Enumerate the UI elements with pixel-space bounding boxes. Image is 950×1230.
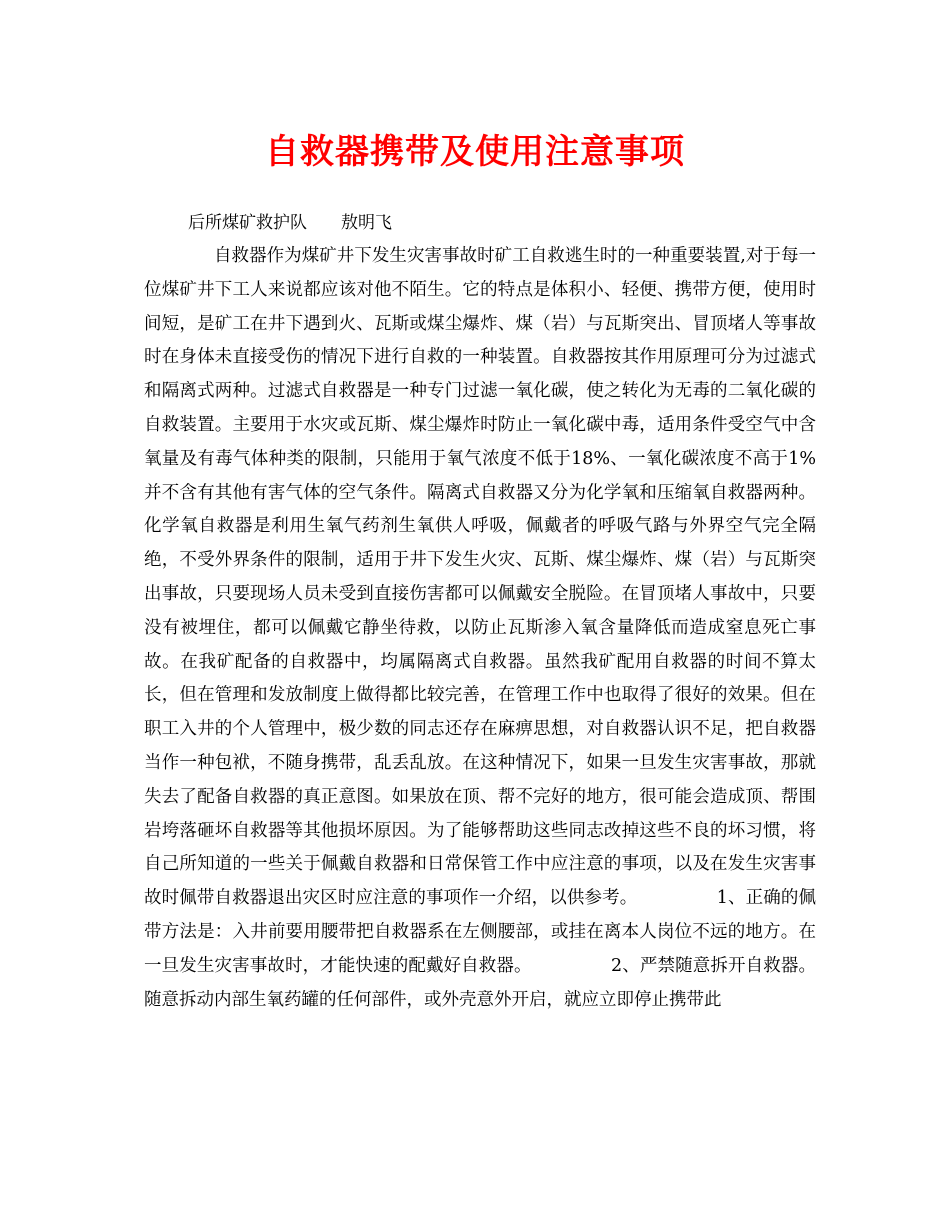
author-byline: 后所煤矿救护队 敖明飞 [188, 213, 392, 233]
document-title: 自救器携带及使用注意事项 [265, 132, 685, 172]
body-paragraph: 自救器作为煤矿井下发生灾害事故时矿工自救逃生时的一种重要装置,对于每一位煤矿井下工人来说都应该对他不陌生。它的特点是体积小、轻便、携带方便，使用时间短，是矿工在井下遇到火、瓦斯或煤尘爆炸、煤（岩）与瓦斯突出、冒顶堵人等事故时在身体未直接受伤的情况下进行自救的一种装置。自救器按其作用原理可分为过滤式和隔离式两种。过滤式自救器是一种专门过滤一氧化碳，使之转化为无毒的二氧化碳的自救装置。主要用于水灾或瓦斯、煤尘爆炸时防止一氧化碳中毒，适用条件受空气中含氧量及有毒气体种类的限制，只能用于氧气浓度不低于18%、一氧化碳浓度不高于1%并不含有其他有害气体的空气条件。隔离式自救器又分为化学氧和压缩氧自救器两种。化学氧自救器是利用生氧气药剂生氧供人呼吸，佩戴者的呼吸气路与外界空气完全隔绝，不受外界条件的限制，适用于井下发生火灾、瓦斯、煤尘爆炸、煤（岩）与瓦斯突出事故，只要现场人员未受到直接伤害都可以佩戴安全脱险。在冒顶堵人事故中，只要没有被埋住，都可以佩戴它静坐待救，以防止瓦斯渗入氧含量降低而造成窒息死亡事故。在我矿配备的自救器中，均属隔离式自救器。虽然我矿配用自救器的时间不算太长，但在管理和发放制度上做得都比较完善，在管理工作中也取得了很好的效果。但在职工入井的个人管理中，极少数的同志还存在麻痹思想，对自救器认识不足，把自救器当作一种包袱，不随身携带，乱丢乱放。在这种情况下，如果一旦发生灾害事故，那就失去了配备自救器的真正意图。如果放在顶、帮不完好的地方，很可能会造成顶、帮围岩垮落砸坏自救器等其他损坏原因。为了能够帮助这些同志改掉这些不良的坏习惯，将自己所知道的一些关于佩戴自救器和日常保管工作中应注意的事项，以及在发生灾害事故时佩带自救器退出灾区时应注意的事项作一介绍，以供参考。 1、正确的佩带方法是：入井前要用腰带把自救器系在左侧腰部，或挂在离本人岗位不远的地方。在一旦发生灾害事故时，才能快速的配戴好自救器。 2、严禁随意拆开自救器。随意拆动内部生氧药罐的任何部件，或外壳意外开启，就应立即停止携带此 [144, 246, 816, 1010]
